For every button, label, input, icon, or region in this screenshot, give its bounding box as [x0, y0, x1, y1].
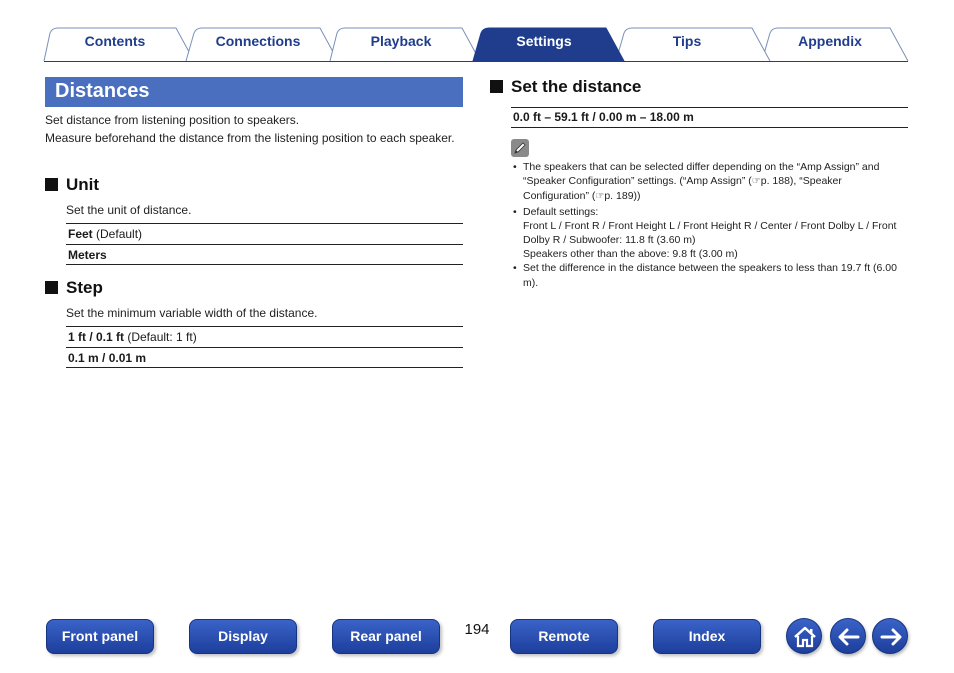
square-bullet-icon	[45, 281, 58, 294]
note-text: Set the difference in the distance between the speakers to less than 19.7 ft (6.00 m).	[523, 262, 897, 289]
note-item	[512, 261, 908, 289]
page-reference-icon: ☞	[751, 176, 761, 188]
tab-bar	[0, 0, 954, 64]
option-name: 1 ft / 0.1 ft	[68, 330, 125, 344]
page-reference-icon: ☞	[595, 191, 605, 203]
page-number: 194	[464, 621, 490, 638]
unit-heading-text: Unit	[66, 175, 100, 194]
forward-button[interactable]	[872, 618, 908, 654]
step-heading	[45, 278, 103, 298]
option-name: Meters	[68, 248, 107, 262]
page-title: Distances	[55, 80, 150, 102]
notes-list	[512, 160, 908, 290]
step-option-ft	[66, 326, 463, 347]
unit-heading	[45, 175, 99, 195]
home-button[interactable]	[786, 618, 822, 654]
step-description: Set the minimum variable width of the distance.	[66, 306, 318, 320]
tab-shapes	[0, 0, 954, 64]
option-name: 0.1 m / 0.01 m	[68, 351, 147, 365]
home-icon	[787, 619, 823, 655]
tab-contents[interactable]: Contents	[84, 33, 146, 49]
display-button[interactable]: Display	[189, 619, 297, 654]
distance-range: 0.0 ft – 59.1 ft / 0.00 m – 18.00 m	[511, 107, 908, 128]
unit-option-meters	[66, 244, 463, 265]
square-bullet-icon	[490, 80, 503, 93]
back-button[interactable]	[830, 618, 866, 654]
arrow-right-icon	[873, 619, 909, 655]
note-text: p. 188), “Speaker Configuration” (	[523, 175, 842, 203]
set-distance-heading-text: Set the distance	[511, 77, 642, 96]
page-title-bar	[45, 77, 463, 107]
note-item	[512, 205, 908, 262]
tab-playback[interactable]: Playback	[370, 33, 432, 49]
note-text: • Default settings:	[523, 205, 599, 218]
tab-settings[interactable]: Settings	[516, 33, 572, 49]
unit-option-feet	[66, 223, 463, 244]
unit-options-table	[66, 223, 463, 265]
note-text: The speakers that can be selected differ depending on the “Amp Assign” and “Speaker Configuration” settings. (“Amp Assign” (	[523, 161, 880, 188]
intro-text-1: Set distance from listening position to speakers.	[45, 113, 300, 127]
option-note: (Default)	[92, 227, 143, 241]
step-option-m	[66, 347, 463, 368]
front-panel-button[interactable]: Front panel	[46, 619, 154, 654]
note-text: p. 189))	[604, 190, 641, 203]
intro-text-2: Measure beforehand the distance from the listening position to each speaker.	[45, 131, 455, 145]
step-heading-text: Step	[66, 278, 103, 297]
step-options-table	[66, 326, 463, 368]
note-item	[512, 160, 908, 205]
pencil-note-icon	[511, 139, 529, 157]
unit-description: Set the unit of distance.	[66, 203, 192, 217]
option-name: Feet	[68, 227, 93, 241]
tab-connections[interactable]: Connections	[215, 33, 301, 49]
note-text: Speakers other than the above: 9.8 ft (3.00 m)	[523, 248, 738, 261]
set-distance-heading	[490, 77, 641, 97]
option-note: (Default: 1 ft)	[124, 330, 197, 344]
tab-appendix[interactable]: Appendix	[798, 33, 862, 49]
remote-button[interactable]: Remote	[510, 619, 618, 654]
note-text: Front L / Front R / Front Height L / Front Height R / Center / Front Dolby L / Front Dolby R / Subwoofer: 11.8 ft (3.60 m)	[523, 219, 897, 247]
tab-tips[interactable]: Tips	[672, 33, 702, 49]
square-bullet-icon	[45, 178, 58, 191]
rear-panel-button[interactable]: Rear panel	[332, 619, 440, 654]
index-button[interactable]: Index	[653, 619, 761, 654]
arrow-left-icon	[831, 619, 867, 655]
